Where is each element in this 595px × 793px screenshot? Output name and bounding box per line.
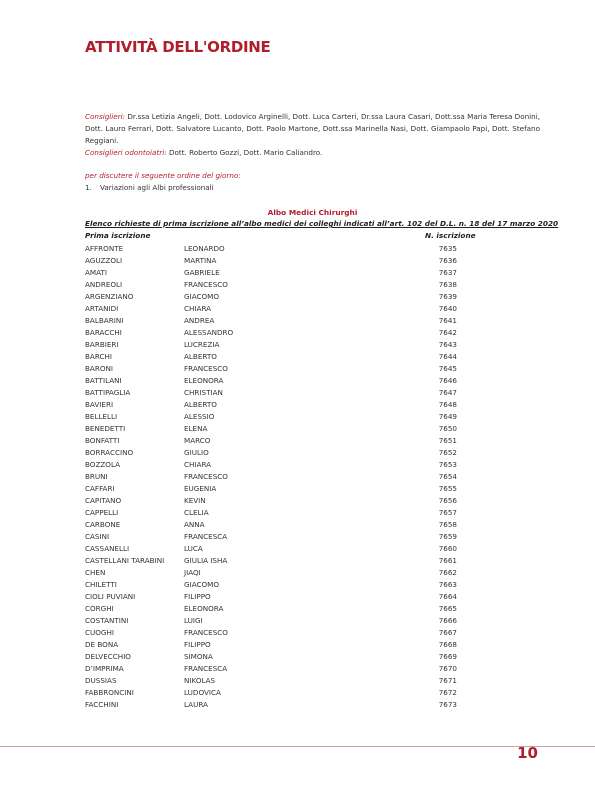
registration-number-cell: 7642	[438, 328, 457, 337]
registration-number-cell: 7670	[438, 664, 457, 673]
agenda-item-text: Variazioni agli Albi professionali	[100, 183, 214, 192]
registration-number-cell: 7668	[438, 640, 457, 649]
surname-cell: CAPITANO	[85, 496, 122, 505]
table-row	[85, 627, 485, 639]
agenda-item-number: 1.	[85, 183, 92, 192]
table-row	[85, 339, 485, 351]
registration-number-cell: 7639	[438, 292, 457, 301]
section-title: Albo Medici Chirurghi	[267, 208, 358, 217]
table-row	[85, 387, 485, 399]
odontoiatri-label: Consiglieri odontoiatri:	[85, 148, 167, 157]
first-name-cell: GIACOMO	[184, 580, 220, 589]
first-name-cell: LUDOVICA	[184, 688, 221, 697]
first-name-cell: ELEONORA	[184, 376, 224, 385]
surname-cell: CUOGHI	[85, 628, 115, 637]
registration-number-cell: 7649	[438, 412, 457, 421]
registration-number-cell: 7669	[438, 652, 457, 661]
surname-cell: CASSANELLI	[85, 544, 130, 553]
table-row	[85, 423, 485, 435]
page-number: 10	[517, 744, 538, 762]
registration-number-cell: 7666	[438, 616, 457, 625]
first-name-cell: FRANCESCA	[184, 664, 228, 673]
table-row	[85, 363, 485, 375]
table-row	[85, 603, 485, 615]
registration-number-cell: 7658	[438, 520, 457, 529]
first-name-cell: ANNA	[184, 520, 205, 529]
table-row	[85, 315, 485, 327]
surname-cell: AGUZZOLI	[85, 256, 123, 265]
first-name-cell: FRANCESCA	[184, 532, 228, 541]
table-row	[85, 471, 485, 483]
first-name-cell: FRANCESCO	[184, 628, 228, 637]
odontoiatri-text: Dott. Roberto Gozzi, Dott. Mario Caliandro.	[166, 148, 323, 157]
surname-cell: DELVECCHIO	[85, 652, 131, 661]
first-name-cell: FILIPPO	[184, 592, 211, 601]
surname-cell: BELLELLI	[85, 412, 118, 421]
surname-cell: AMATI	[85, 268, 107, 277]
registration-number-cell: 7641	[438, 316, 457, 325]
table-row	[85, 675, 485, 687]
surname-cell: BARCHI	[85, 352, 113, 361]
table-row	[85, 567, 485, 579]
surname-cell: BATTIPAGLIA	[85, 388, 131, 397]
consiglieri-label: Consiglieri:	[85, 112, 126, 121]
surname-cell: BENEDETTI	[85, 424, 126, 433]
column-header-registration-number: N. iscrizione	[425, 231, 476, 240]
surname-cell: BATTILANI	[85, 376, 122, 385]
table-row	[85, 327, 485, 339]
table-row	[85, 375, 485, 387]
registration-number-cell: 7665	[438, 604, 457, 613]
surname-cell: ANDREOLI	[85, 280, 123, 289]
first-name-cell: ALESSIO	[184, 412, 215, 421]
first-name-cell: CHIARA	[184, 304, 212, 313]
registration-number-cell: 7654	[438, 472, 457, 481]
table-row	[85, 687, 485, 699]
first-name-cell: KEVIN	[184, 496, 206, 505]
first-name-cell: GIULIA ISHA	[184, 556, 228, 565]
first-name-cell: MARCO	[184, 436, 211, 445]
registration-number-cell: 7664	[438, 592, 457, 601]
surname-cell: DE BONA	[85, 640, 119, 649]
first-name-cell: ELENA	[184, 424, 208, 433]
agenda-heading: per discutere il seguente ordine del giorno:	[85, 171, 241, 180]
page-title: ATTIVITÀ DELL'ORDINE	[85, 38, 271, 56]
table-row	[85, 531, 485, 543]
registration-number-cell: 7647	[438, 388, 457, 397]
table-row	[85, 279, 485, 291]
table-row	[85, 591, 485, 603]
first-name-cell: FRANCESCO	[184, 472, 228, 481]
registration-number-cell: 7655	[438, 484, 457, 493]
surname-cell: BARONI	[85, 364, 113, 373]
surname-cell: CASTELLANI TARABINI	[85, 556, 165, 565]
registration-number-cell: 7672	[438, 688, 457, 697]
column-header-first-registration: Prima iscrizione	[85, 231, 151, 240]
first-name-cell: GIULIO	[184, 448, 209, 457]
agenda-item	[85, 183, 214, 192]
registration-number-cell: 7659	[438, 532, 457, 541]
surname-cell: FACCHINI	[85, 700, 119, 709]
first-name-cell: SIMONA	[184, 652, 213, 661]
table-row	[85, 543, 485, 555]
registration-number-cell: 7652	[438, 448, 457, 457]
first-name-cell: JIAQI	[184, 568, 201, 577]
table-row	[85, 519, 485, 531]
surname-cell: CARBONE	[85, 520, 121, 529]
table-row	[85, 483, 485, 495]
surname-cell: COSTANTINI	[85, 616, 129, 625]
registration-number-cell: 7671	[438, 676, 457, 685]
first-name-cell: FILIPPO	[184, 640, 211, 649]
table-row	[85, 267, 485, 279]
registration-number-cell: 7667	[438, 628, 457, 637]
registration-number-cell: 7653	[438, 460, 457, 469]
surname-cell: DUSSIAS	[85, 676, 117, 685]
table-row	[85, 555, 485, 567]
registration-number-cell: 7645	[438, 364, 457, 373]
table-row	[85, 411, 485, 423]
table-row	[85, 699, 485, 711]
surname-cell: CASINI	[85, 532, 110, 541]
registration-number-cell: 7648	[438, 400, 457, 409]
registration-number-cell: 7663	[438, 580, 457, 589]
first-name-cell: GABRIELE	[184, 268, 220, 277]
table-row	[85, 651, 485, 663]
table-row	[85, 579, 485, 591]
first-name-cell: EUGENIA	[184, 484, 217, 493]
surname-cell: CHILETTI	[85, 580, 117, 589]
first-name-cell: MARTINA	[184, 256, 217, 265]
table-row	[85, 507, 485, 519]
table-row	[85, 399, 485, 411]
first-name-cell: GIACOMO	[184, 292, 220, 301]
surname-cell: CAPPELLI	[85, 508, 119, 517]
registration-number-cell: 7640	[438, 304, 457, 313]
surname-cell: BOZZOLA	[85, 460, 121, 469]
surname-cell: D’IMPRIMA	[85, 664, 124, 673]
surname-cell: BORRACCINO	[85, 448, 134, 457]
first-name-cell: ALESSANDRO	[184, 328, 234, 337]
surname-cell: ARTANIDI	[85, 304, 119, 313]
surname-cell: CORGHI	[85, 604, 114, 613]
registration-number-cell: 7643	[438, 340, 457, 349]
table-row	[85, 495, 485, 507]
first-name-cell: FRANCESCO	[184, 364, 228, 373]
table-row	[85, 255, 485, 267]
registration-number-cell: 7636	[438, 256, 457, 265]
first-name-cell: FRANCESCO	[184, 280, 228, 289]
surname-cell: CAFFARI	[85, 484, 115, 493]
first-name-cell: LUCREZIA	[184, 340, 220, 349]
first-name-cell: CHRISTIAN	[184, 388, 223, 397]
registration-number-cell: 7644	[438, 352, 457, 361]
registration-number-cell: 7657	[438, 508, 457, 517]
registration-number-cell: 7638	[438, 280, 457, 289]
table-row	[85, 615, 485, 627]
surname-cell: BRUNI	[85, 472, 108, 481]
first-name-cell: LEONARDO	[184, 244, 225, 253]
surname-cell: CHEN	[85, 568, 106, 577]
registration-number-cell: 7651	[438, 436, 457, 445]
registration-number-cell: 7637	[438, 268, 457, 277]
registration-list	[85, 243, 485, 711]
first-name-cell: LUCA	[184, 544, 203, 553]
table-row	[85, 639, 485, 651]
registration-number-cell: 7646	[438, 376, 457, 385]
section-subtitle: Elenco richieste di prima iscrizione all’albo medici dei colleghi indicati all’art. 102 del D.L. n. 18 del 17 marzo 2020	[85, 219, 559, 228]
surname-cell: BARBIERI	[85, 340, 119, 349]
table-row	[85, 303, 485, 315]
registration-number-cell: 7656	[438, 496, 457, 505]
surname-cell: BONFATTI	[85, 436, 120, 445]
table-row	[85, 243, 485, 255]
council-members-paragraph	[85, 111, 540, 159]
registration-number-cell: 7673	[438, 700, 457, 709]
table-row	[85, 435, 485, 447]
first-name-cell: LUIGI	[184, 616, 203, 625]
table-row	[85, 291, 485, 303]
surname-cell: BALBARINI	[85, 316, 124, 325]
first-name-cell: CHIARA	[184, 460, 212, 469]
registration-number-cell: 7650	[438, 424, 457, 433]
first-name-cell: ELEONORA	[184, 604, 224, 613]
surname-cell: ARGENZIANO	[85, 292, 134, 301]
surname-cell: BARACCHI	[85, 328, 122, 337]
registration-number-cell: 7662	[438, 568, 457, 577]
first-name-cell: NIKOLAS	[184, 676, 216, 685]
registration-number-cell: 7661	[438, 556, 457, 565]
first-name-cell: ANDREA	[184, 316, 215, 325]
first-name-cell: LAURA	[184, 700, 208, 709]
surname-cell: FABBRONCINI	[85, 688, 134, 697]
first-name-cell: ALBERTO	[184, 352, 217, 361]
registration-number-cell: 7635	[438, 244, 457, 253]
table-row	[85, 459, 485, 471]
surname-cell: BAVIERI	[85, 400, 114, 409]
footer-divider	[0, 746, 595, 747]
consiglieri-text: Dr.ssa Letizia Angeli, Dott. Lodovico Arginelli, Dott. Luca Carteri, Dr.ssa Laura Casari, Dott.ssa Maria Teresa Donini, Dott. Lauro Ferrari, Dott. Salvatore Lucanto, Dott. Paolo Martone, Dott.ssa Marinella Nasi, Dott. Giampaolo Papi, Dott. Stefano Reggiani.	[85, 112, 540, 145]
first-name-cell: ALBERTO	[184, 400, 217, 409]
table-row	[85, 447, 485, 459]
first-name-cell: CLELIA	[184, 508, 209, 517]
table-row	[85, 351, 485, 363]
surname-cell: CIOLI PUVIANI	[85, 592, 136, 601]
table-row	[85, 663, 485, 675]
surname-cell: AFFRONTE	[85, 244, 124, 253]
registration-number-cell: 7660	[438, 544, 457, 553]
